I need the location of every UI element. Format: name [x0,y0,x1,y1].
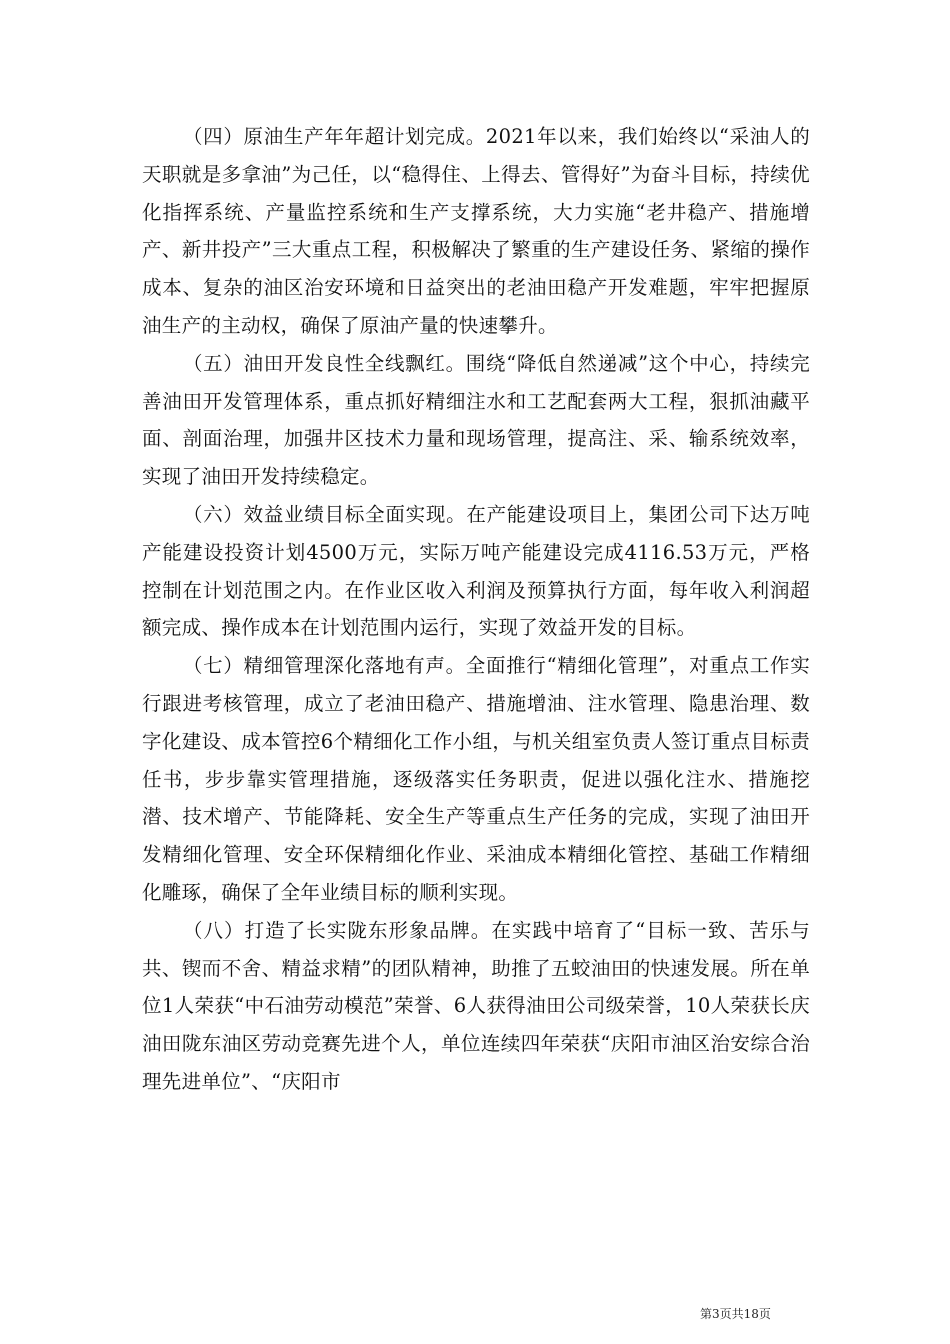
paragraph-8-brand-image: （八）打造了长实陇东形象品牌。在实践中培育了“目标一致、苦乐与共、锲而不舍、精益求精”的团队精神，助推了五蛟油田的快速发展。所在单位1人荣获“中石油劳动模范”荣誉、6人获得油田公司级荣誉，10人荣获长庆油田陇东油区劳动竞赛先进个人，单位连续四年荣获“庆阳市油区治安综合治理先进单位”、“庆阳市 [142,918,810,1093]
document-body [142,118,810,1101]
paragraph-4-crude-oil-production: （四）原油生产年年超计划完成。2021年以来，我们始终以“采油人的天职就是多拿油”为己任，以“稳得住、上得去、管得好”为奋斗目标，持续优化指挥系统、产量监控系统和生产支撑系统，大力实施“老井稳产、措施增产、新井投产”三大重点工程，积极解决了繁重的生产建设任务、紧缩的操作成本、复杂的油区治安环境和日益突出的老油田稳产开发难题，牢牢把握原油生产的主动权，确保了原油产量的快速攀升。 [142,125,810,337]
page-number-footer: 第3页共18页 [700,1307,771,1321]
paragraph-5-oilfield-development: （五）油田开发良性全线飘红。围绕“降低自然递减”这个中心，持续完善油田开发管理体系，重点抓好精细注水和工艺配套两大工程，狠抓油藏平面、剖面治理，加强井区技术力量和现场管理，提高注、采、输系统效率，实现了油田开发持续稳定。 [142,351,810,489]
paragraph-7-fine-management: （七）精细管理深化落地有声。全面推行“精细化管理”，对重点工作实行跟进考核管理，成立了老油田稳产、措施增油、注水管理、隐患治理、数字化建设、成本管控6个精细化工作小组，与机关组室负责人签订重点目标责任书，步步靠实管理措施，逐级落实任务职责，促进以强化注水、措施挖潜、技术增产、节能降耗、安全生产等重点生产任务的完成，实现了油田开发精细化管理、安全环保精细化作业、采油成本精细化管控、基础工作精细化雕琢，确保了全年业绩目标的顺利实现。 [142,654,810,904]
paragraph-6-performance-targets: （六）效益业绩目标全面实现。在产能建设项目上，集团公司下达万吨产能建设投资计划4500万元，实际万吨产能建设完成4116.53万元，严格控制在计划范围之内。在作业区收入利润及预算执行方面，每年收入利润超额完成、操作成本在计划范围内运行，实现了效益开发的目标。 [142,502,810,640]
